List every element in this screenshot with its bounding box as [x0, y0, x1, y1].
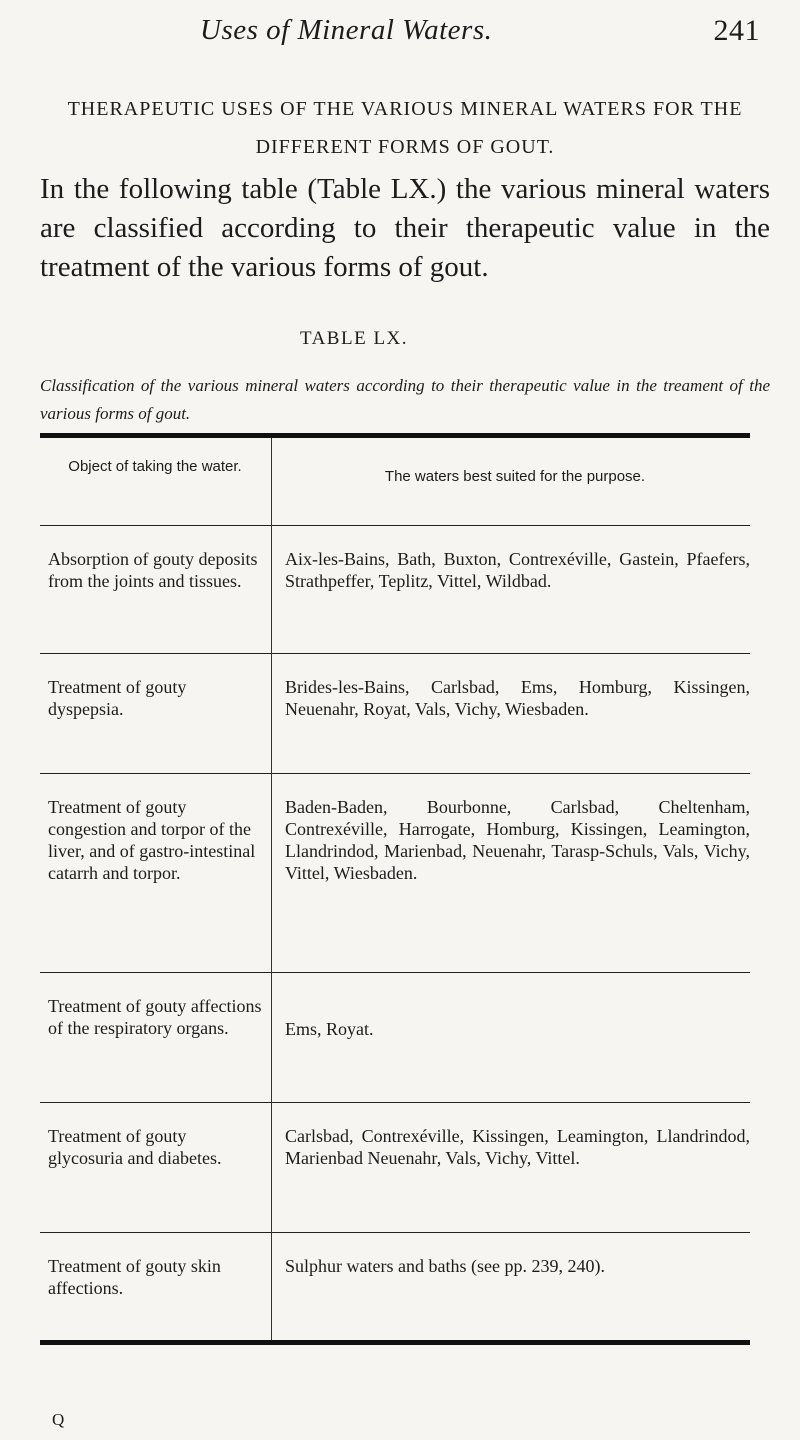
signature-mark: Q: [52, 1410, 65, 1429]
row-object: Treatment of gouty congestion and torpor of the liver, and of gastro-intestinal catarrh and torpor.: [48, 797, 256, 883]
row-object: Treatment of gouty affections of the respiratory organs.: [48, 996, 262, 1038]
row-waters: Brides-les-Bains, Carlsbad, Ems, Homburg, Kissingen, Neuenahr, Royat, Vals, Vichy, Wiesbaden.: [285, 677, 750, 719]
row-waters: Carlsbad, Contrexéville, Kissingen, Leamington, Llandrindod, Marienbad Neuenahr, Vals, Vichy, Vittel.: [285, 1126, 750, 1168]
row-waters: Aix-les-Bains, Bath, Buxton, Contrexéville, Gastein, Pfaefers, Strathpeffer, Teplitz, Vittel, Wildbad.: [285, 549, 750, 591]
row-divider: [40, 773, 750, 774]
row-object: Treatment of gouty glycosuria and diabetes.: [48, 1126, 222, 1168]
table-bottom-rule: [40, 1340, 750, 1345]
header-object: Object of taking the water.: [68, 458, 242, 475]
column-divider: [271, 438, 272, 1340]
row-waters: Sulphur waters and baths (see pp. 239, 240).: [285, 1256, 605, 1276]
section-title: THERAPEUTIC USES OF THE VARIOUS MINERAL WATERS FOR THE DIFFERENT FORMS OF GOUT.: [67, 98, 743, 158]
row-object: Treatment of gouty dyspepsia.: [48, 677, 187, 719]
header-waters: The waters best suited for the purpose.: [384, 468, 646, 485]
row-divider: [40, 972, 750, 973]
table-top-rule: [40, 433, 750, 438]
row-object: Absorption of gouty deposits from the joints and tissues.: [48, 549, 258, 591]
header-rule: [40, 525, 750, 526]
table-caption: Classification of the various mineral waters according to their therapeutic value in the treament of the various forms of gout.: [40, 376, 770, 423]
row-divider: [40, 1232, 750, 1233]
page-number: 241: [713, 14, 760, 47]
row-divider: [40, 653, 750, 654]
running-head-title: Uses of Mineral Waters.: [200, 14, 493, 46]
table-label: TABLE LX.: [300, 328, 409, 349]
row-divider: [40, 1102, 750, 1103]
row-object: Treatment of gouty skin affections.: [48, 1256, 221, 1298]
row-waters: Ems, Royat.: [285, 1019, 374, 1039]
intro-paragraph: In the following table (Table LX.) the various mineral waters are classified according to their therapeutic value in the treatment of the various forms of gout.: [40, 173, 770, 283]
row-waters: Baden-Baden, Bourbonne, Carlsbad, Cheltenham, Contrexéville, Harrogate, Homburg, Kissingen, Leamington, Llandrindod, Marienbad, Neuenahr, Tarasp-Schuls, Vals, Vichy, Vittel, Wiesbaden.: [285, 797, 750, 883]
